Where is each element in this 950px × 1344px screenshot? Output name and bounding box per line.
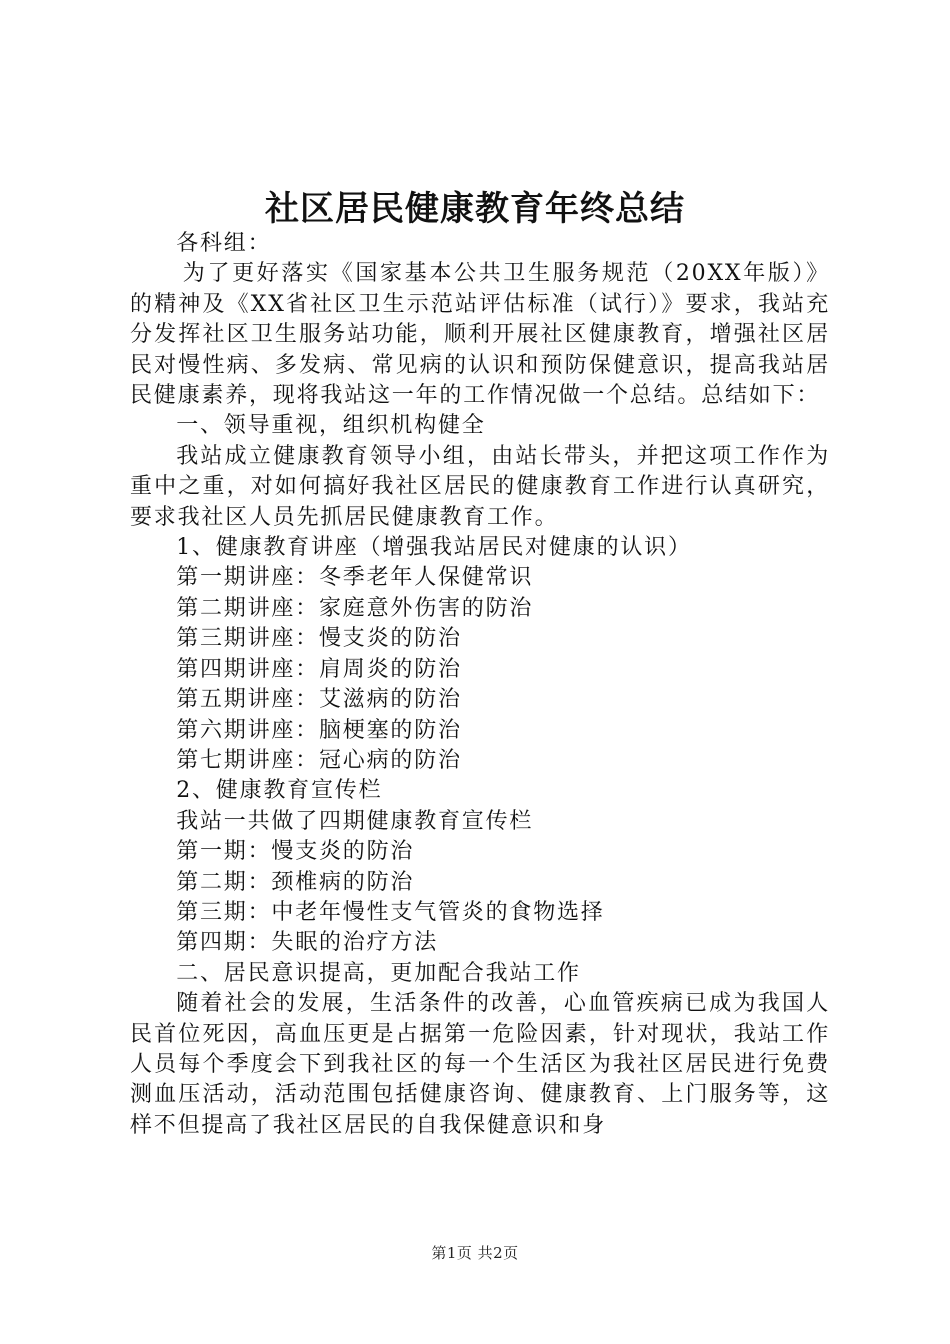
bulletin-item: 第一期：慢支炎的防治: [176, 839, 415, 865]
bulletin-intro: 我站一共做了四期健康教育宣传栏: [176, 808, 534, 834]
document-title: 社区居民健康教育年终总结: [265, 189, 685, 229]
section-1-paragraph: 我站成立健康教育领导小组，由站长带头，并把这项工作作为重中之重，对如何搞好我社区居民的健康教育工作进行认真研究，要求我社区人员先抓居民健康教育工作。: [130, 443, 830, 530]
subsection-heading-bulletin: 2、健康教育宣传栏: [176, 778, 383, 804]
bulletin-item: 第二期：颈椎病的防治: [176, 869, 415, 895]
lecture-item: 第一期讲座：冬季老年人保健常识: [176, 565, 534, 591]
salutation: 各科组：: [176, 231, 272, 256]
bulletin-item: 第三期：中老年慢性支气管炎的食物选择: [176, 899, 605, 925]
lecture-item: 第三期讲座：慢支炎的防治: [176, 626, 462, 652]
intro-paragraph: 为了更好落实《国家基本公共卫生服务规范（20XX年版）》的精神及《XX省社区卫生示范站评估标准（试行）》要求，我站充分发挥社区卫生服务站功能，顺利开展社区健康教育，增强社区居民对慢性病、多发病、常见病的认识和预防保健意识，提高我站居民健康素养，现将我站这一年的工作情况做一个总结。总结如下：: [130, 261, 830, 409]
section-2-paragraph: 随着社会的发展，生活条件的改善，心血管疾病已成为我国人民首位死因，高血压更是占据第一危险因素，针对现状，我站工作人员每个季度会下到我社区的每一个生活区为我社区居民进行免费测血压活动，活动范围包括健康咨询、健康教育、上门服务等，这样不但提高了我社区居民的自我保健意识和身: [130, 991, 830, 1138]
lecture-item: 第二期讲座：家庭意外伤害的防治: [176, 595, 534, 621]
lecture-item: 第五期讲座：艾滋病的防治: [176, 687, 462, 713]
lecture-item: 第七期讲座：冠心病的防治: [176, 747, 462, 773]
bulletin-item: 第四期：失眠的治疗方法: [176, 930, 438, 956]
lecture-item: 第四期讲座：肩周炎的防治: [176, 656, 462, 682]
page-footer: 第1页 共2页: [431, 1244, 519, 1262]
section-heading-1: 一、领导重视，组织机构健全: [176, 413, 486, 439]
document-body: [130, 229, 830, 1141]
subsection-heading-lectures: 1、健康教育讲座（增强我站居民对健康的认识）: [176, 535, 692, 561]
section-heading-2: 二、居民意识提高，更加配合我站工作: [176, 960, 581, 986]
lecture-item: 第六期讲座：脑梗塞的防治: [176, 717, 462, 743]
